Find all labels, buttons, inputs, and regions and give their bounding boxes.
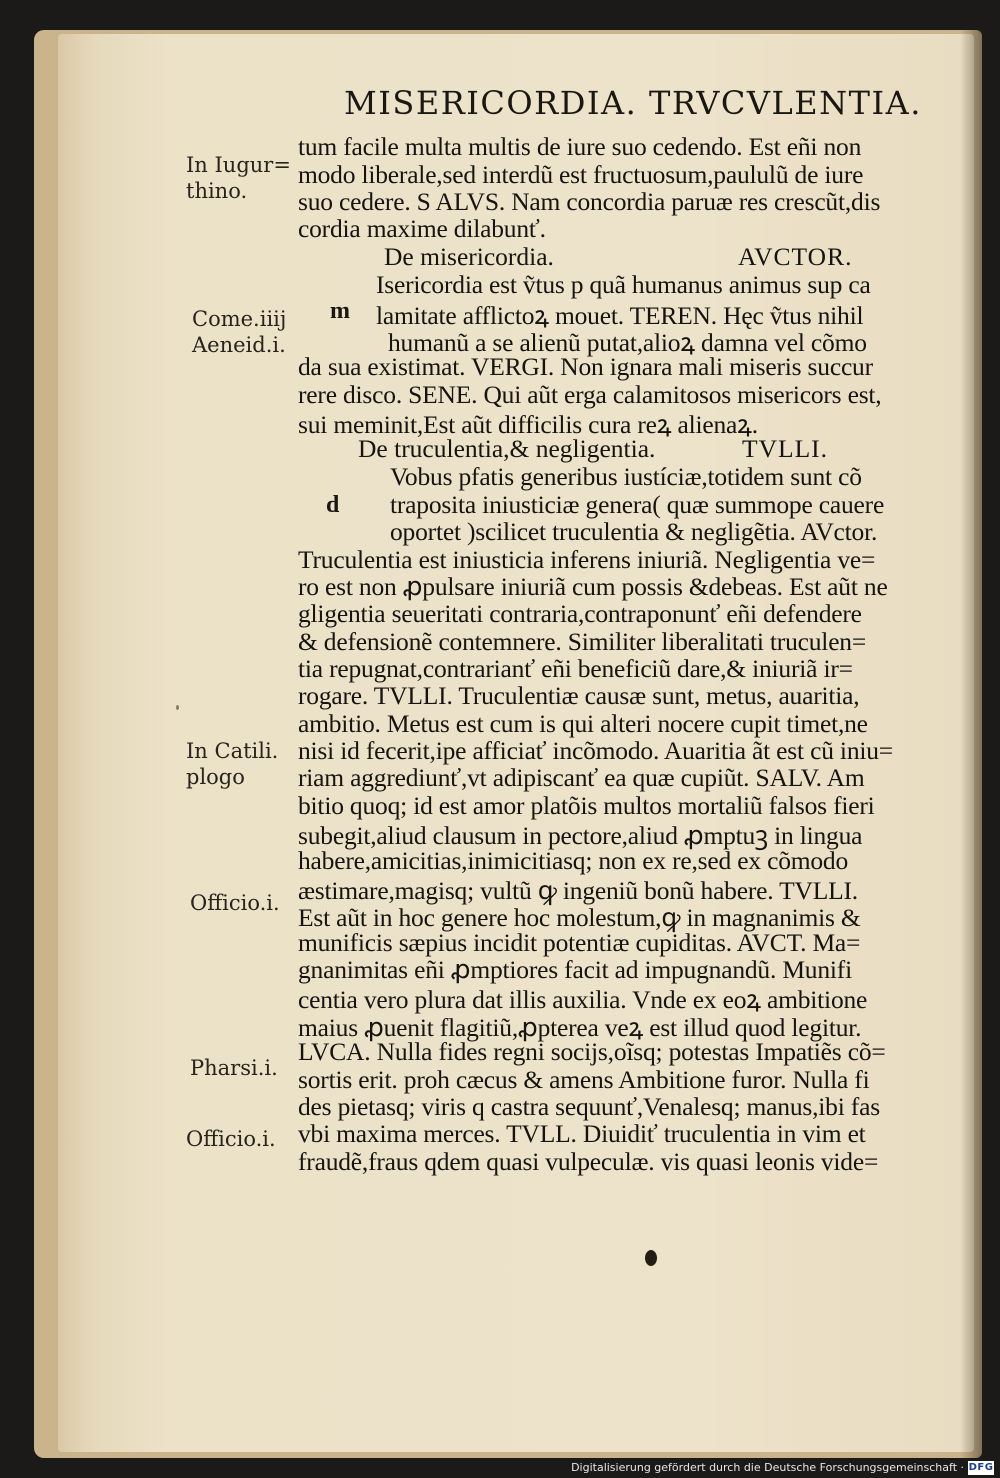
margin-ink-speck (176, 705, 179, 710)
text-line: des pietasq; viris q castra sequunť,Venalesq; manus,ibi fas (298, 1092, 880, 1121)
binding-shadow (960, 30, 982, 1458)
text-line: nisi id fecerit,ipe afficiať incõmodo. Auaritia ãt est cũ iniu= (298, 736, 893, 765)
text-line: fraudẽ,fraus qdem quasi vulpeculæ. vis quasi leonis vide= (298, 1147, 879, 1176)
text-line: traposita iniusticiæ genera( quæ summope cauere (390, 490, 885, 519)
text-line: ambitio. Metus est cum is qui alteri nocere cupit timet,ne (298, 709, 868, 738)
ink-dot (645, 1250, 657, 1266)
text-line: æstimare,magisq; vultũ ꝙ ingeniũ bonũ habere. TVLLI. (298, 876, 858, 905)
text-line: rogare. TVLLI. Truculentiæ causæ sunt, metus, auaritia, (298, 681, 860, 710)
text-line: tum facile multa multis de iure suo cedendo. Est eñi non (298, 132, 862, 161)
margin-note-pharsalia: Pharsi.i. (190, 1056, 278, 1080)
funding-credit: Digitalisierung gefördert durch die Deutsche Forschungsgemeinschaft · (571, 1461, 964, 1474)
margin-note-officio-2: Officio.i. (186, 1127, 276, 1151)
text-line: subegit,aliud clausum in pectore,aliud ꝓmptuꝫ in lingua (298, 821, 863, 850)
section-heading-misericordia: De misericordia. (384, 242, 554, 271)
text-line: modo liberale,sed interdũ est fructuosum,paululũ de iure (298, 160, 864, 189)
text-line: humanũ a se alienũ putat,alioꝝ damna vel cõmo (388, 328, 867, 357)
text-line: rere disco. SENE. Qui aũt erga calamitosos misericors est, (298, 380, 882, 409)
text-line: centia vero plura dat illis auxilia. Vnde ex eoꝝ ambitione (298, 985, 868, 1014)
section-author-auctor: AVCTOR. (738, 242, 853, 271)
text-line: cordia maxime dilabunť. (298, 214, 546, 243)
text-line: lamitate afflictoꝝ mouet. TEREN. Hęc ṽtus nihil (376, 301, 864, 330)
text-line: oportet )scilicet truculentia & negligẽtia. AVctor. (390, 517, 878, 546)
initial-guide-letter-d: d (326, 492, 340, 518)
text-line: habere,amicitias,inimicitiasq; non ex re,sed ex cõmodo (298, 846, 849, 875)
text-line: tia repugnat,contrarianť eñi beneficiũ dare,& iniuriã ir= (298, 654, 853, 683)
text-line: LVCA. Nulla fides regni socijs,oĩsq; potestas Impatiẽs cõ= (298, 1037, 886, 1066)
text-line: suo cedere. S ALVS. Nam concordia paruæ res crescũt,dis (298, 187, 881, 216)
margin-note-comedy-aeneid: Come.iiij Aeneid.i. (192, 307, 287, 357)
margin-note-in-catilinam: In Catili. plogo (186, 739, 279, 789)
text-line: Truculentia est iniusticia inferens iniuriã. Negligentia ve= (298, 545, 876, 574)
text-line: Isericordia est ṽtus p quã humanus animus sup ca (376, 270, 871, 299)
dfg-logo: DFG (968, 1462, 994, 1473)
text-line: Est aũt in hoc genere hoc molestum,ꝙ in magnanimis & (298, 903, 861, 932)
text-line: ro est non ꝓpulsare iniuriã cum possis &debeas. Est aũt ne (298, 572, 888, 601)
text-line: munificis sæpius incidit potentiæ cupiditas. AVCT. Ma= (298, 928, 861, 957)
running-header: MISERICORDIA. TRVCVLENTIA. (344, 84, 922, 122)
text-line: gligentia seueritati contraria,contraponunť eñi defendere (298, 599, 862, 628)
section-heading-truculentia: De truculentia,& negligentia. (358, 434, 656, 463)
text-line: bitio quoq; id est amor platõis multos mortaliũ falsos fieri (298, 791, 875, 820)
initial-guide-letter-m: m (330, 298, 350, 324)
text-line: maius ꝓuenit flagitiũ,ꝓpterea veꝝ est illud quod legitur. (298, 1013, 862, 1042)
margin-note-officio-1: Officio.i. (190, 891, 280, 915)
text-line: da sua existimat. VERGI. Non ignara mali miseris succur (298, 352, 873, 381)
text-line: gnanimitas eñi ꝓmptiores facit ad impugnandũ. Munifi (298, 955, 852, 984)
text-line: sortis erit. proh cæcus & amens Ambitione furor. Nulla fi (298, 1065, 870, 1094)
text-line: & defensionẽ contemnere. Similiter liberalitati truculen= (298, 627, 867, 656)
text-line: riam aggrediunť,vt adipiscanť ea quæ cupiũt. SALV. Am (298, 763, 865, 792)
margin-note-in-iugurthino: In Iugur= thino. (186, 153, 291, 203)
text-line: sui meminit,Est aũt difficilis cura reꝝ alienaꝝ. (298, 410, 758, 439)
section-author-tulli: TVLLI. (742, 434, 829, 463)
text-line: vbi maxima merces. TVLL. Diuidiť truculentia in vim et (298, 1119, 866, 1148)
text-line: Vobus pfatis generibus iustíciæ,totidem sunt cõ (390, 462, 862, 491)
